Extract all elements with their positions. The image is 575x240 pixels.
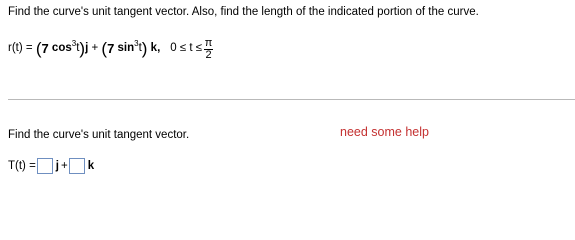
term2-coefficient: 7 — [107, 40, 115, 56]
term1-open-paren: ( — [35, 38, 42, 58]
section-divider — [8, 99, 575, 100]
help-link[interactable]: need some help — [340, 125, 429, 139]
term1-unit-vector: j — [85, 42, 89, 54]
subquestion-text: Find the curve's unit tangent vector. — [8, 129, 190, 141]
term1-function: cos — [51, 42, 72, 54]
interval-start: 0 ≤ t ≤ — [170, 42, 203, 54]
term2-function: sin — [117, 42, 135, 54]
answer-plus: + — [61, 160, 68, 172]
term1-argument: t — [76, 42, 80, 54]
interval-end-denominator: 2 — [205, 48, 212, 61]
term1-power: 3 — [71, 38, 77, 48]
formula-lhs: r(t) = — [8, 42, 33, 54]
term2-argument: t — [138, 42, 142, 54]
term1-close-paren: ) — [79, 38, 86, 58]
formula-plus: + — [91, 42, 99, 54]
term2-power: 3 — [134, 38, 139, 48]
interval-end-fraction — [204, 38, 213, 61]
answer-k-input[interactable] — [69, 158, 85, 174]
answer-j-input[interactable] — [37, 158, 53, 174]
curve-formula — [8, 34, 213, 62]
term2-close-paren: ) — [141, 38, 148, 58]
question-text: Find the curve's unit tangent vector. Also, find the length of the indicated portion of the curve. — [8, 6, 479, 18]
answer-lhs: T(t) = — [8, 160, 36, 172]
interval-end-numerator: π — [204, 36, 213, 49]
answer-unit-k: k — [87, 160, 95, 172]
term1-coefficient: 7 — [41, 40, 49, 56]
term2-open-paren: ( — [101, 38, 108, 58]
answer-row — [8, 158, 96, 174]
answer-unit-j: j — [55, 160, 59, 172]
term2-unit-vector: k, — [150, 42, 161, 54]
